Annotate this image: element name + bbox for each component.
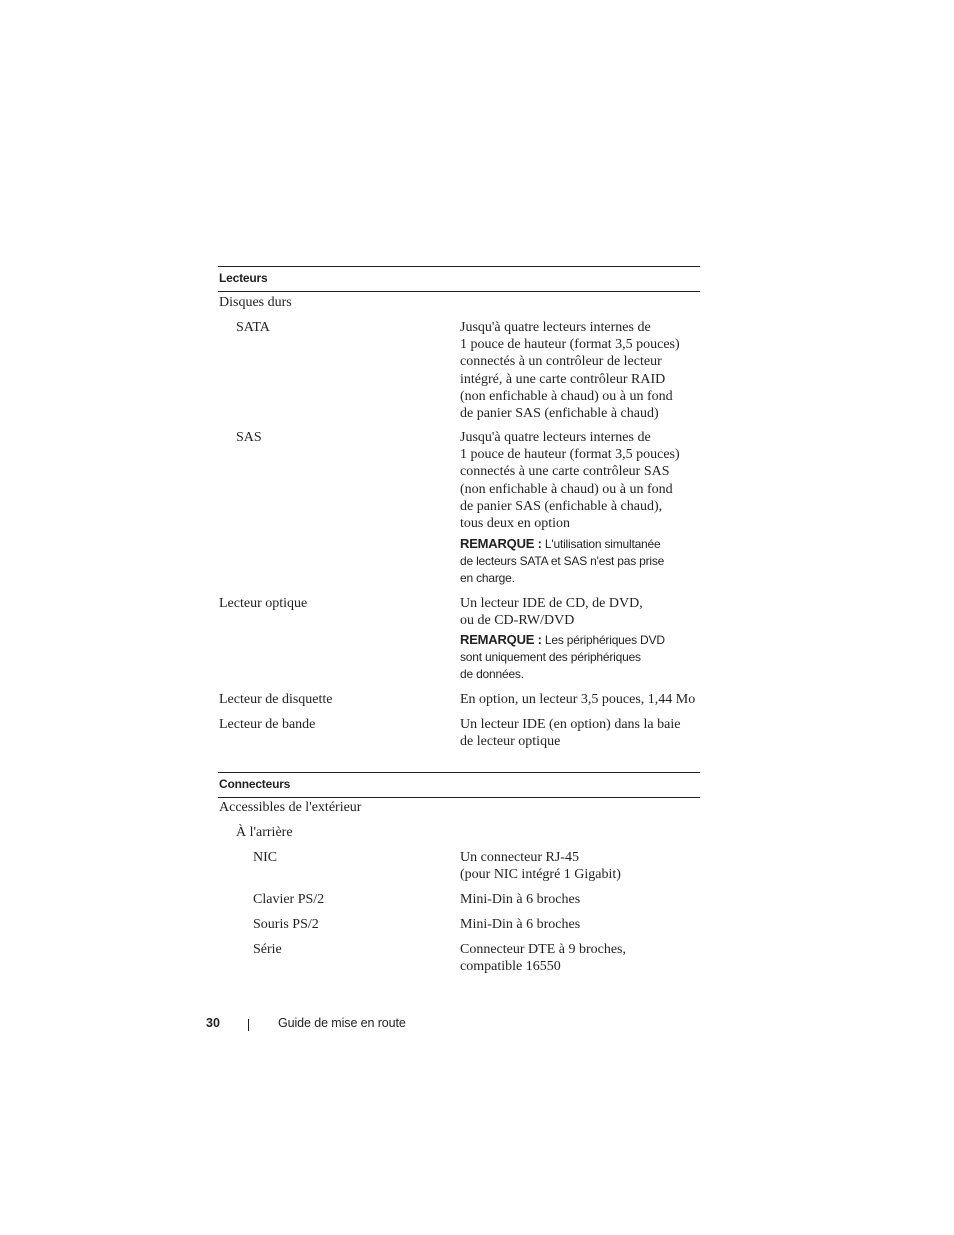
spec-value-lecteur-disquette: En option, un lecteur 3,5 pouces, 1,44 Mo — [460, 692, 696, 707]
spec-value-serie: Connecteur DTE à 9 broches, compatible 16550 — [460, 942, 626, 975]
page-number: 30 — [206, 1016, 220, 1030]
spec-label-souris: Souris PS/2 — [253, 917, 319, 932]
spec-label-sata: SATA — [236, 320, 270, 335]
subsection-accessibles-exterieur: Accessibles de l'extérieur — [219, 800, 362, 815]
spec-label-clavier: Clavier PS/2 — [253, 892, 325, 907]
spec-value-sata: Jusqu'à quatre lecteurs internes de 1 pouce de hauteur (format 3,5 pouces) connectés à un contrôleur de lecteur intégré, à une carte contrôleur RAID (non enfichable à chaud) ou à un fond de panier SAS (enfichable à chaud) — [460, 320, 680, 422]
section-title: Connecteurs — [219, 777, 291, 791]
spec-label-sas: SAS — [236, 430, 262, 445]
spec-value-sas: Jusqu'à quatre lecteurs internes de 1 pouce de hauteur (format 3,5 pouces) connectés à une carte contrôleur SAS (non enfichable à chaud) ou à un fond de panier SAS (enfichable à chaud), tous deux en option — [460, 430, 680, 532]
subsection-disques-durs: Disques durs — [219, 295, 292, 310]
spec-label-serie: Série — [253, 942, 282, 957]
spec-label-lecteur-bande: Lecteur de bande — [219, 717, 316, 732]
spec-value-nic: Un connecteur RJ-45 (pour NIC intégré 1 Gigabit) — [460, 850, 621, 883]
note-lecteur-optique: REMARQUE : Les périphériques DVD sont uniquement des périphériques de données. — [460, 632, 665, 681]
spec-value-clavier: Mini-Din à 6 broches — [460, 892, 581, 907]
note-keyword: REMARQUE : — [460, 536, 542, 551]
spec-value-lecteur-optique: Un lecteur IDE de CD, de DVD, ou de CD-RW/DVD — [460, 596, 643, 629]
section-title: Lecteurs — [219, 271, 268, 285]
note-keyword: REMARQUE : — [460, 632, 542, 647]
spec-label-lecteur-optique: Lecteur optique — [219, 596, 308, 611]
spec-value-souris: Mini-Din à 6 broches — [460, 917, 581, 932]
spec-label-nic: NIC — [253, 850, 278, 865]
spec-label-lecteur-disquette: Lecteur de disquette — [219, 692, 333, 707]
footer-separator — [248, 1019, 249, 1031]
guide-title: Guide de mise en route — [278, 1016, 406, 1030]
subsection-arriere: À l'arrière — [236, 825, 293, 840]
note-sas: REMARQUE : L'utilisation simultanée de lecteurs SATA et SAS n'est pas prise en charge. — [460, 536, 665, 585]
spec-value-lecteur-bande: Un lecteur IDE (en option) dans la baie de lecteur optique — [460, 717, 681, 750]
section-header-lecteurs — [218, 266, 700, 292]
section-header-connecteurs — [218, 772, 700, 798]
